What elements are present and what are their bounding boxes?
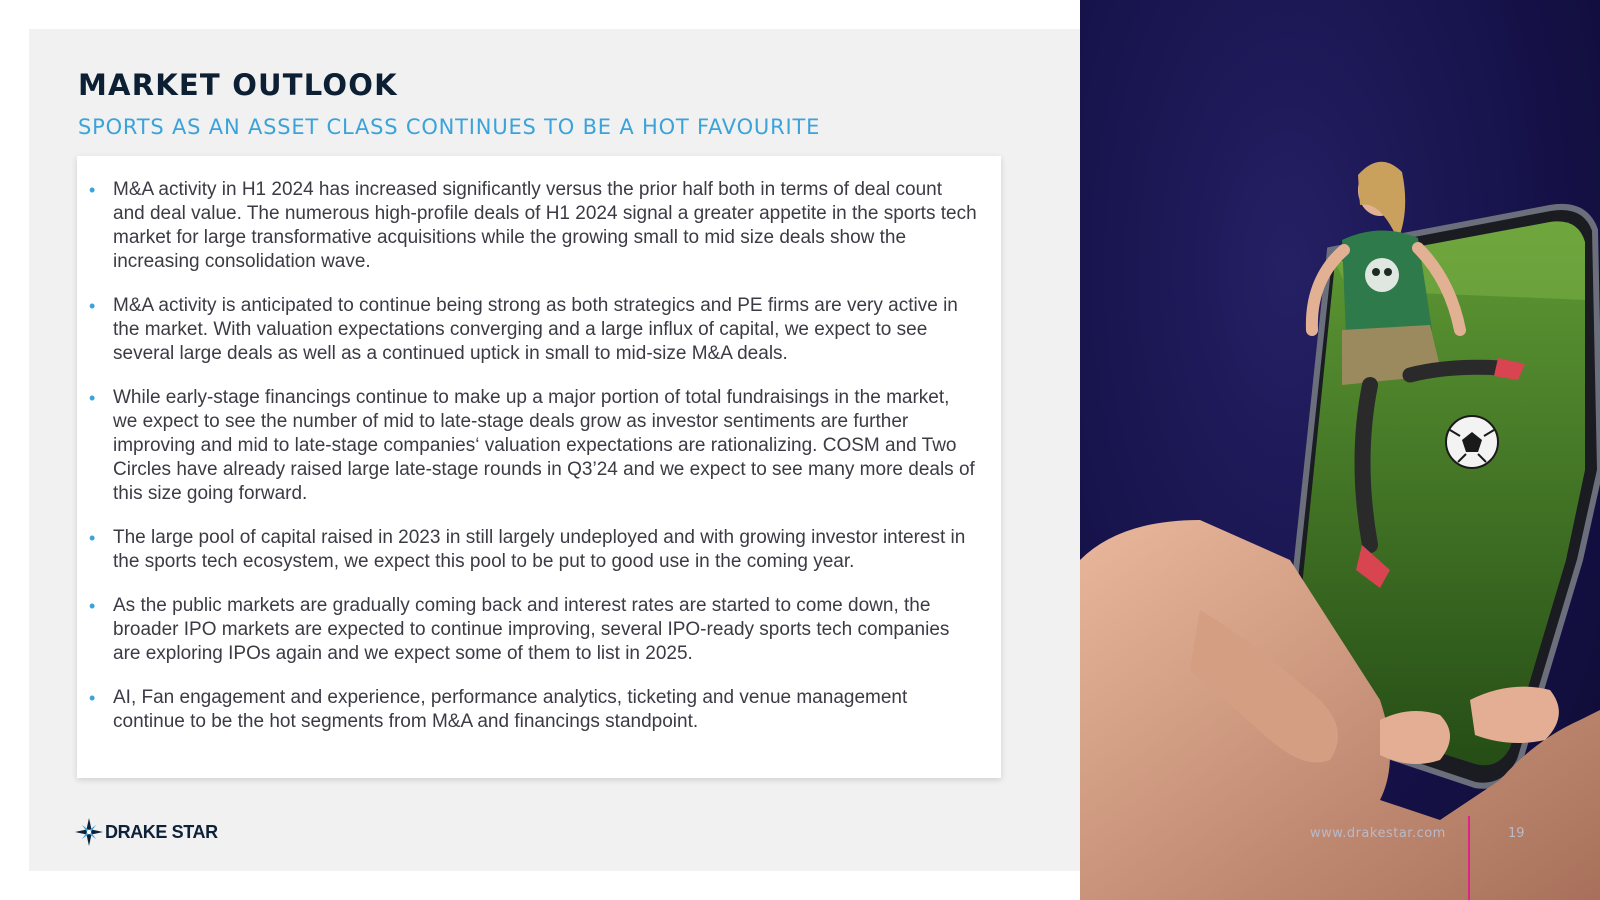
bullet-text: The large pool of capital raised in 2023 in still largely undeployed and with growing investor interest in the sports tech ecosystem, we expect this pool to be put to good use in the coming year.: [113, 527, 966, 572]
bullet-item: [89, 594, 977, 666]
photo-illustration: [1080, 0, 1600, 900]
bullet-item: [89, 526, 977, 574]
star-compass-icon: [75, 818, 103, 846]
bullet-item: [89, 178, 977, 274]
bullet-marker: •: [89, 296, 96, 316]
page-title: MARKET OUTLOOK: [78, 68, 398, 102]
bullet-item: [89, 686, 977, 734]
bullet-marker: •: [89, 388, 96, 408]
bullet-text: While early-stage financings continue to make up a major portion of total fundraisings in the market, we expect to see the number of mid to late-stage deals grow as investor sentiments are further improving and mid to late-stage companies‘ valuation expectations are rationalizing. COSM and Two Circles have already raised large late-stage rounds in Q3’24 and we expect to see many more deals of this size going forward.: [113, 387, 975, 504]
drake-star-logo: [75, 818, 218, 846]
page-subtitle: SPORTS AS AN ASSET CLASS CONTINUES TO BE A HOT FAVOURITE: [78, 115, 821, 139]
bullet-item: [89, 294, 977, 366]
bullet-marker: •: [89, 596, 96, 616]
bullet-marker: •: [89, 528, 96, 548]
bullet-text: As the public markets are gradually coming back and interest rates are started to come down, the broader IPO markets are expected to continue improving, several IPO-ready sports tech companies are exploring IPOs again and we expect some of them to list in 2025.: [113, 595, 950, 664]
footer-divider: [1468, 816, 1470, 900]
bullet-marker: •: [89, 180, 96, 200]
bullet-text: M&A activity in H1 2024 has increased significantly versus the prior half both in terms of deal count and deal value. The numerous high-profile deals of H1 2024 signal a greater appetite in the sports tech market for large transformative acquisitions while the growing small to mid size deals show the increasing consolidation wave.: [113, 179, 977, 272]
bullet-list: [77, 156, 1001, 734]
outlook-card: [77, 156, 1001, 778]
logo-text: DRAKE STAR: [105, 821, 218, 842]
page-number: 19: [1508, 826, 1525, 841]
bullet-item: [89, 386, 977, 506]
bullet-marker: •: [89, 688, 96, 708]
website-url[interactable]: www.drakestar.com: [1310, 826, 1446, 841]
bullet-text: M&A activity is anticipated to continue being strong as both strategics and PE firms are very active in the market. With valuation expectations converging and a large influx of capital, we expect to see several large deals as well as a continued uptick in small to mid-size M&A deals.: [113, 295, 958, 364]
soccer-player-phone-photo: [1080, 0, 1600, 900]
bullet-text: AI, Fan engagement and experience, performance analytics, ticketing and venue management continue to be the hot segments from M&A and financings standpoint.: [113, 687, 908, 732]
